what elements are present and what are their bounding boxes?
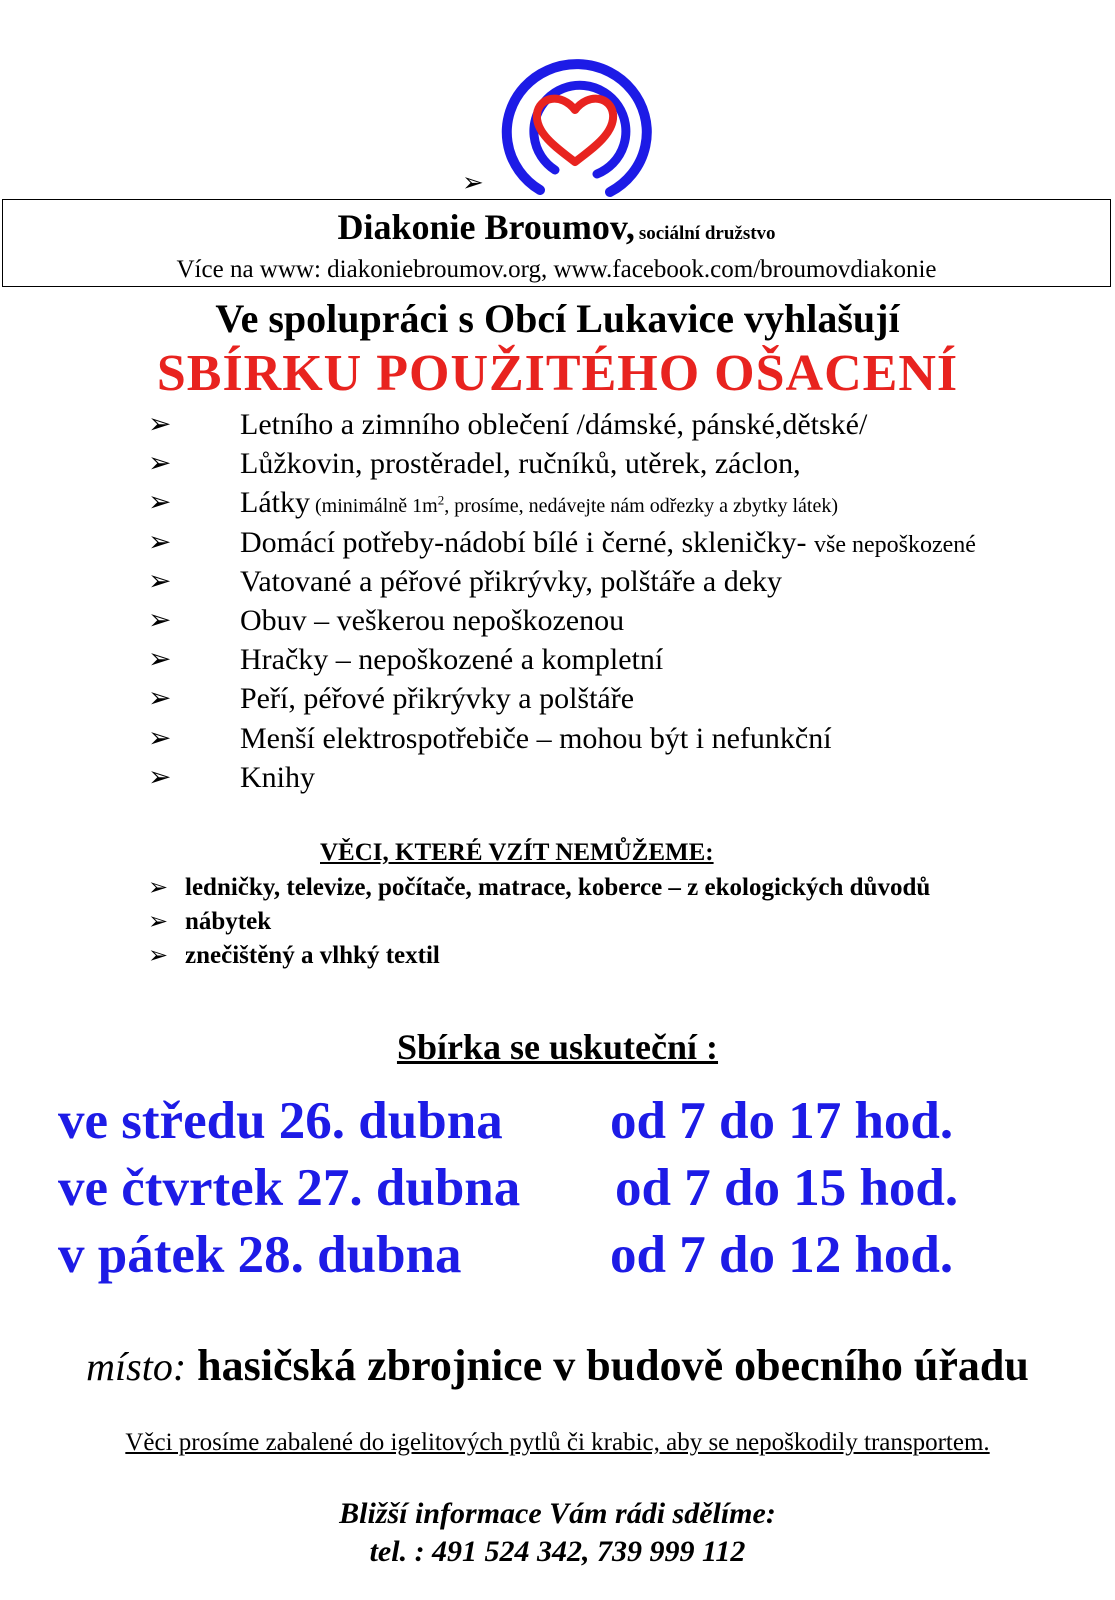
arrow-bullet-icon: ➢ <box>148 526 172 558</box>
place-label: místo: <box>86 1344 187 1389</box>
arrow-bullet-icon: ➢ <box>148 565 172 597</box>
arrow-bullet-icon: ➢ <box>148 409 172 440</box>
arrow-bullet-icon: ➢ <box>148 604 172 636</box>
heart-icon <box>537 99 613 162</box>
arrow-bullet-icon: ➢ <box>148 448 172 480</box>
schedule-time: od 7 do 17 hod. <box>610 1092 954 1150</box>
diakonie-logo <box>495 52 655 200</box>
org-type: sociální družstvo <box>638 223 776 244</box>
schedule-time: od 7 do 15 hod. <box>615 1159 959 1217</box>
contact-info <box>0 1495 1115 1571</box>
org-name: Diakonie Broumov, <box>337 207 635 247</box>
arrow-bullet-icon: ➢ <box>148 943 169 969</box>
arrow-bullet-icon: ➢ <box>462 168 484 197</box>
place-value: hasičská zbrojnice v budově obecního úřadu <box>197 1341 1029 1390</box>
arrow-bullet-icon: ➢ <box>148 875 169 901</box>
arrow-bullet-icon: ➢ <box>148 683 172 715</box>
schedule-title: Sbírka se uskuteční : <box>396 1027 719 1067</box>
contact-heading: Bližší informace Vám rádi sdělíme: <box>339 1497 776 1530</box>
schedule-day: ve středu 26. dubna <box>58 1092 503 1150</box>
schedule-day: v pátek 28. dubna <box>58 1226 462 1284</box>
schedule-day: ve čtvrtek 27. dubna <box>58 1159 521 1217</box>
contact-phone: tel. : 491 524 342, 739 999 112 <box>369 1535 746 1568</box>
arrow-bullet-icon: ➢ <box>148 487 172 519</box>
arrow-bullet-icon: ➢ <box>148 722 172 754</box>
schedule-time: od 7 do 12 hod. <box>610 1226 954 1284</box>
fabric-note: (minimálně $1m^2$, prosíme, nedávejte nám odřezky a zbytky látek) <box>309 492 838 518</box>
arrow-bullet-icon: ➢ <box>148 644 172 676</box>
organization-header <box>2 199 1111 287</box>
arrow-bullet-icon: ➢ <box>148 761 172 793</box>
refused-items-title: VĚCI, KTERÉ VZÍT NEMŮŽEME: <box>320 839 714 866</box>
arrow-bullet-icon: ➢ <box>148 909 169 935</box>
packing-note: Věci prosíme zabalené do igelitových pytlů či krabic, aby se nepoškodily transportem. <box>125 1429 990 1456</box>
cooperation-line: Ve spolupráci s Obcí Lukavice vyhlašují <box>215 296 900 341</box>
place-line <box>0 1340 1115 1393</box>
web-links: Více na www: diakoniebroumov.org, www.facebook.com/broumovdiakonie <box>176 256 937 283</box>
page-title: SBÍRKU POUŽITÉHO OŠACENÍ <box>156 345 959 402</box>
